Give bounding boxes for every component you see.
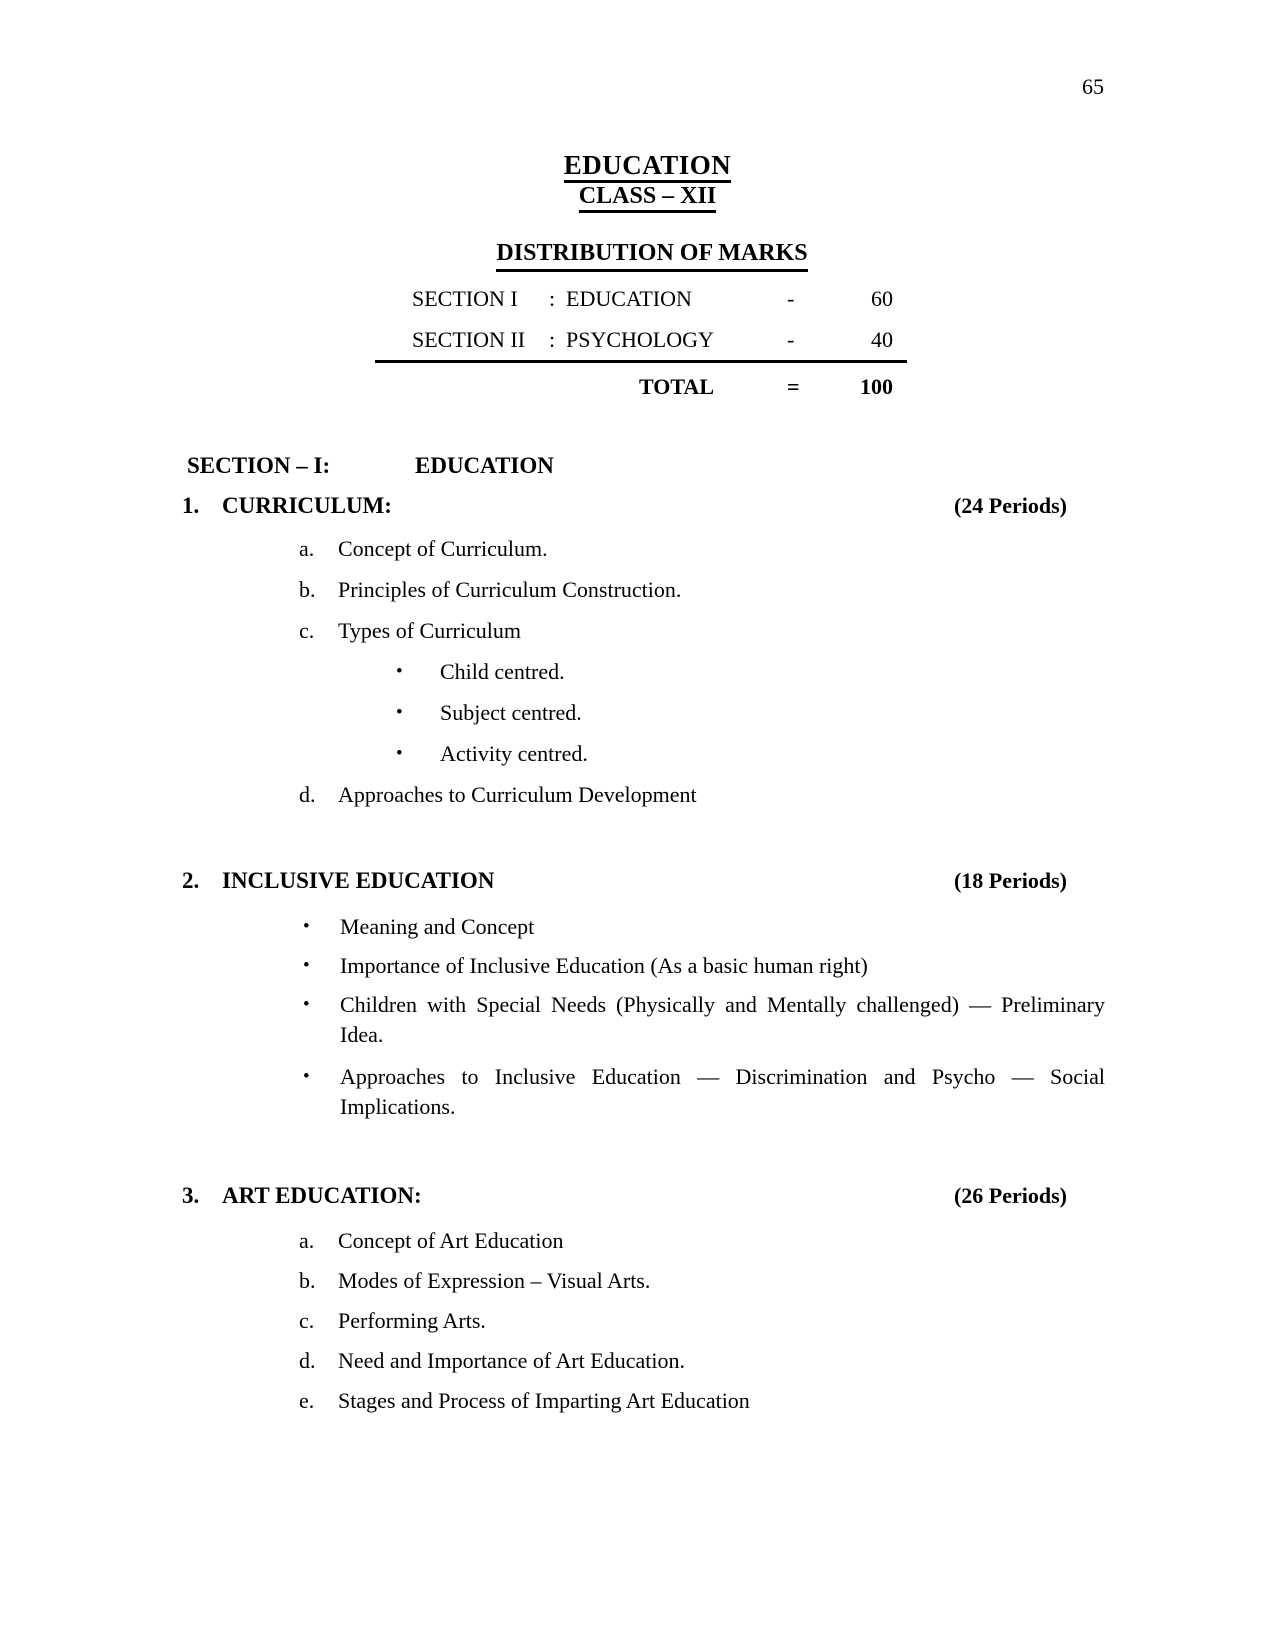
marks-row-dash: - [787, 286, 795, 311]
topic-items [180, 912, 1105, 1122]
topic [180, 867, 1105, 1134]
list-text: Concept of Curriculum. [338, 536, 548, 561]
list-text: Meaning and Concept [340, 914, 535, 939]
list-text: Approaches to Curriculum Development [338, 782, 697, 807]
section-heading-title: EDUCATION [415, 453, 554, 478]
topic [180, 492, 1105, 822]
list-item [180, 740, 1105, 768]
topic-items [180, 1227, 1105, 1415]
list-item [180, 699, 1105, 727]
list-marker: c. [299, 618, 315, 643]
marks-row-value: 60 [871, 286, 893, 311]
topic-title: CURRICULUM: [222, 493, 392, 518]
list-item [180, 1267, 1105, 1295]
list-text: Types of Curriculum [338, 618, 521, 643]
list-item [180, 1347, 1105, 1375]
page-number: 65 [1082, 74, 1104, 99]
list-item [180, 535, 1105, 563]
topic-periods: (26 Periods) [953, 1183, 1067, 1208]
list-marker: c. [299, 1308, 315, 1333]
marks-row-dash: - [787, 327, 795, 352]
marks-total-row [375, 365, 907, 409]
section-heading-label: SECTION – I: [187, 453, 331, 478]
topic-periods: (24 Periods) [953, 493, 1067, 518]
marks-table [375, 278, 907, 409]
bullet-icon: • [303, 994, 310, 1015]
bullet-icon: • [396, 661, 403, 682]
topic-periods: (18 Periods) [953, 868, 1067, 893]
topic-heading [180, 1182, 1105, 1210]
total-label: TOTAL [639, 374, 714, 399]
list-marker: a. [299, 1228, 315, 1253]
list-marker: b. [299, 1268, 316, 1293]
marks-table-heading: DISTRIBUTION OF MARKS [496, 240, 807, 272]
topic-items [180, 535, 1105, 809]
list-item [180, 658, 1105, 686]
topic-title: INCLUSIVE EDUCATION [222, 868, 495, 893]
list-item [180, 912, 1105, 941]
list-marker: d. [299, 1348, 316, 1373]
marks-row-colon: : [549, 286, 556, 311]
list-text: Performing Arts. [338, 1308, 486, 1333]
bullet-icon: • [303, 916, 310, 937]
list-item [180, 951, 1105, 980]
list-item [180, 990, 1105, 1050]
document-title: EDUCATION [564, 151, 732, 183]
list-text: Modes of Expression – Visual Arts. [338, 1268, 651, 1293]
marks-row-colon: : [549, 327, 556, 352]
marks-row-value: 40 [871, 327, 893, 352]
bullet-icon: • [303, 955, 310, 976]
marks-row-section: SECTION II [412, 327, 526, 352]
list-text: Need and Importance of Art Education. [338, 1348, 685, 1373]
list-text: Stages and Process of Imparting Art Education [338, 1388, 750, 1413]
list-marker: e. [299, 1388, 315, 1413]
topic-number: 2. [182, 868, 200, 893]
marks-row [375, 319, 907, 360]
list-text: Subject centred. [440, 700, 582, 725]
topic-title: ART EDUCATION: [222, 1183, 422, 1208]
document-subtitle: CLASS – XII [579, 184, 716, 213]
list-marker: b. [299, 577, 316, 602]
topic-number: 1. [182, 493, 200, 518]
list-text: Child centred. [440, 659, 565, 684]
list-item [180, 1387, 1105, 1415]
list-item [180, 1062, 1105, 1122]
section-heading [187, 452, 554, 480]
list-item [180, 617, 1105, 645]
marks-heading-wrap [386, 240, 918, 272]
total-value: 100 [860, 374, 893, 399]
marks-row-subject: EDUCATION [566, 286, 692, 311]
topic-heading [180, 492, 1105, 520]
marks-row-section: SECTION I [412, 286, 518, 311]
list-text: Approaches to Inclusive Education — Discrimination and Psycho — Social Implications. [340, 1064, 1105, 1119]
bullet-icon: • [396, 743, 403, 764]
list-item [180, 1307, 1105, 1335]
list-item [180, 781, 1105, 809]
subtitle-block [10, 184, 1275, 213]
topic-heading [180, 867, 1105, 895]
total-equals: = [787, 374, 800, 399]
marks-table-rows [375, 278, 907, 363]
topic [180, 1182, 1105, 1427]
list-text: Principles of Curriculum Construction. [338, 577, 682, 602]
list-text: Activity centred. [440, 741, 588, 766]
list-marker: a. [299, 536, 315, 561]
list-item [180, 1227, 1105, 1255]
list-text: Concept of Art Education [338, 1228, 564, 1253]
list-text: Importance of Inclusive Education (As a basic human right) [340, 953, 868, 978]
topic-number: 3. [182, 1183, 200, 1208]
marks-row [375, 278, 907, 319]
marks-row-subject: PSYCHOLOGY [566, 327, 714, 352]
list-item [180, 576, 1105, 604]
bullet-icon: • [396, 702, 403, 723]
list-marker: d. [299, 782, 316, 807]
bullet-icon: • [303, 1066, 310, 1087]
title-block [10, 151, 1275, 183]
list-text: Children with Special Needs (Physically and Mentally challenged) — Preliminary Idea. [340, 992, 1105, 1047]
